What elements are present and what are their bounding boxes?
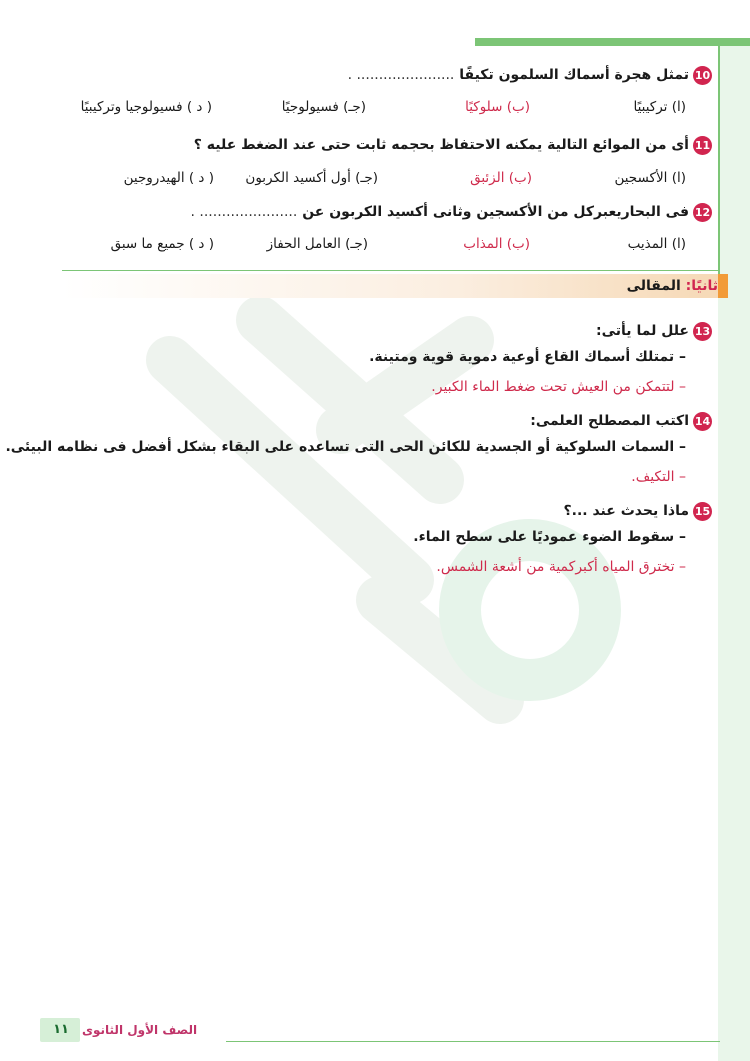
top-accent-bar [475, 38, 750, 46]
q11-option-c: (جـ) أول أكسيد الكربون [245, 170, 378, 186]
q11-option-d: ( د ) الهيدروجين [123, 170, 214, 186]
q10-option-a: (ا) تركيبيًا [633, 99, 686, 115]
q13-statement: – تمتلك أسماك القاع أوعية دموية قوية ومتينة. [369, 349, 686, 365]
question-12 [191, 201, 713, 223]
q11-option-a: (ا) الأكسجين [614, 170, 686, 186]
q11-option-b: (ب) الزئبق [470, 170, 532, 186]
q12-option-b: (ب) المذاب [463, 236, 530, 252]
q12-option-a: (ا) المذيب [627, 236, 686, 252]
q15-statement: – سقوط الضوء عموديًا على سطح الماء. [413, 529, 686, 545]
q10-option-d: ( د ) فسيولوجيا وتركيبيًا [80, 99, 212, 115]
question-number-10: 10 [693, 66, 712, 85]
question-number-14: 14 [693, 412, 712, 431]
q12-option-d: ( د ) جميع ما سبق [110, 236, 214, 252]
question-13-text: علل لما يأتى: [596, 323, 689, 339]
question-14 [530, 410, 712, 432]
question-15 [564, 500, 712, 522]
section-divider [62, 270, 718, 271]
question-number-11: 11 [693, 136, 712, 155]
q10-option-b: (ب) سلوكيًا [465, 99, 530, 115]
question-10 [348, 64, 712, 86]
question-13 [596, 320, 712, 342]
question-10-text: تمثل هجرة أسماك السلمون تكيفًا [459, 67, 689, 83]
question-12-blank: ...................... . [190, 204, 298, 220]
q14-answer: – التكيف. [631, 469, 686, 485]
q10-option-c: (جـ) فسيولوجيًا [281, 99, 366, 115]
section-title [627, 275, 718, 297]
question-11-text: أى من الموائع التالية يمكنه الاحتفاظ بحجمه ثابت حتى عند الضغط عليه ؟ [193, 137, 689, 153]
page-number: ١١ [53, 1022, 69, 1037]
q15-answer: – تخترق المياه أكبركمية من أشعة الشمس. [436, 559, 686, 575]
question-number-15: 15 [693, 502, 712, 521]
section-prefix: ثانيًا: [685, 278, 718, 294]
footer-rule [226, 1041, 720, 1042]
section-header-tab [718, 274, 728, 298]
q13-answer: – لتتمكن من العيش تحت ضغط الماء الكبير. [431, 379, 686, 395]
section-header-bar [62, 274, 718, 298]
question-number-13: 13 [693, 322, 712, 341]
question-number-12: 12 [693, 203, 712, 222]
section-name: المقالى [626, 278, 681, 294]
q14-statement: – السمات السلوكية أو الجسدية للكائن الحى التى تساعده على البقاء بشكل أفضل فى نظامه البيئى. [5, 439, 686, 455]
question-10-blank: ...................... . [347, 67, 455, 83]
grade-label: الصف الأول الثانوى [82, 1023, 198, 1037]
question-15-text: ماذا يحدث عند ...؟ [563, 503, 689, 519]
right-accent-line [718, 46, 720, 278]
question-12-text: فى البحاريعبركل من الأكسجين وثانى أكسيد الكربون عن [302, 204, 689, 220]
q12-option-c: (جـ) العامل الحفاز [266, 236, 368, 252]
question-14-text: اكتب المصطلح العلمى: [530, 413, 689, 429]
question-11 [194, 134, 712, 156]
right-margin-band [718, 38, 750, 1061]
